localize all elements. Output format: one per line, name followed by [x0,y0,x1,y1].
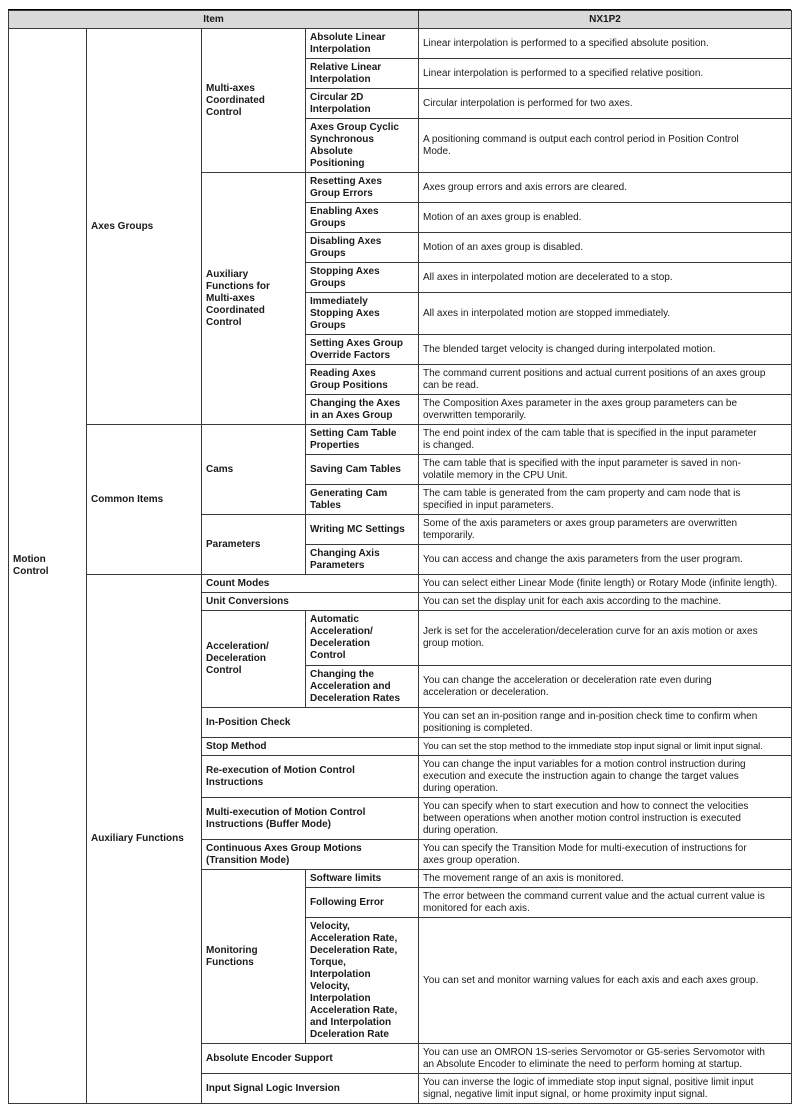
desc-enabling: Motion of an axes group is enabled. [419,203,792,233]
group-aux-multi-axes: Auxiliary Functions for Multi-axes Coordinated Control [202,173,306,425]
desc-cam-props: The end point index of the cam table that is specified in the input parameter is changed. [419,425,792,455]
item-cam-props: Setting Cam Table Properties [306,425,419,455]
item-saving-cam: Saving Cam Tables [306,455,419,485]
item-abs-encoder: Absolute Encoder Support [202,1044,419,1074]
item-immediately: Immediately Stopping Axes Groups [306,293,419,335]
item-cyclic: Axes Group Cyclic Synchronous Absolute Positioning [306,119,419,173]
item-unit-conversions: Unit Conversions [202,593,419,611]
item-multi-execution: Multi-execution of Motion Control Instructions (Buffer Mode) [202,798,419,840]
item-stopping: Stopping Axes Groups [306,263,419,293]
desc-stopping: All axes in interpolated motion are decelerated to a stop. [419,263,792,293]
item-disabling: Disabling Axes Groups [306,233,419,263]
desc-abs-encoder: You can use an OMRON 1S-series Servomotor or G5-series Servomotor with an Absolute Encoder to eliminate the need to perform homing at startup. [419,1044,792,1074]
desc-changing-axes: The Composition Axes parameter in the axes group parameters can be overwritten temporarily. [419,395,792,425]
item-reading: Reading Axes Group Positions [306,365,419,395]
item-reexecution: Re-execution of Motion Control Instructions [202,756,419,798]
item-changing-axes: Changing the Axes in an Axes Group [306,395,419,425]
desc-resetting: Axes group errors and axis errors are cleared. [419,173,792,203]
desc-reading: The command current positions and actual current positions of an axes group can be read. [419,365,792,395]
desc-changing-rates: You can change the acceleration or deceleration rate even during acceleration or deceleration. [419,666,792,708]
item-auto-accel: Automatic Acceleration/ Deceleration Control [306,611,419,666]
item-count-modes: Count Modes [202,575,419,593]
desc-override: The blended target velocity is changed during interpolated motion. [419,335,792,365]
item-resetting: Resetting Axes Group Errors [306,173,419,203]
desc-input-logic: You can inverse the logic of immediate stop input signal, positive limit input signal, negative limit input signal, or home proximity input signal. [419,1074,792,1104]
header-row [9,11,792,29]
item-continuous: Continuous Axes Group Motions (Transition Mode) [202,840,419,870]
group-multi-axes: Multi-axes Coordinated Control [202,29,306,173]
desc-multi-execution: You can specify when to start execution and how to connect the velocities between operations when another motion control instruction is executed during operation. [419,798,792,840]
header-item: Item [9,11,419,29]
desc-reexecution: You can change the input variables for a motion control instruction during execution and execute the instruction again to change the target values during operation. [419,756,792,798]
table-row [9,575,792,593]
item-gen-cam: Generating Cam Tables [306,485,419,515]
desc-following-error: The error between the command current value and the actual current value is monitored for each axis. [419,888,792,918]
item-stop-method: Stop Method [202,738,419,756]
desc-writing-mc: Some of the axis parameters or axes group parameters are overwritten temporarily. [419,515,792,545]
item-input-logic: Input Signal Logic Inversion [202,1074,419,1104]
cat-common-items: Common Items [87,425,202,575]
desc-immediately: All axes in interpolated motion are stopped immediately. [419,293,792,335]
desc-continuous: You can specify the Transition Mode for multi-execution of instructions for axes group operation. [419,840,792,870]
desc-circular: Circular interpolation is performed for two axes. [419,89,792,119]
group-parameters: Parameters [202,515,306,575]
desc-disabling: Motion of an axes group is disabled. [419,233,792,263]
desc-changing-params: You can access and change the axis parameters from the user program. [419,545,792,575]
cat-motion-control: Motion Control [9,29,87,1104]
header-model: NX1P2 [419,11,792,29]
desc-software-limits: The movement range of an axis is monitored. [419,870,792,888]
item-changing-params: Changing Axis Parameters [306,545,419,575]
item-software-limits: Software limits [306,870,419,888]
group-accel-decel: Acceleration/ Deceleration Control [202,611,306,708]
item-writing-mc: Writing MC Settings [306,515,419,545]
cat-auxiliary-functions: Auxiliary Functions [87,575,202,1104]
item-abs-linear: Absolute Linear Interpolation [306,29,419,59]
desc-velocity: You can set and monitor warning values for each axis and each axes group. [419,918,792,1044]
cat-axes-groups: Axes Groups [87,29,202,425]
desc-saving-cam: The cam table that is specified with the input parameter is saved in non- volatile memory in the CPU Unit. [419,455,792,485]
item-override: Setting Axes Group Override Factors [306,335,419,365]
item-circular: Circular 2D Interpolation [306,89,419,119]
desc-auto-accel: Jerk is set for the acceleration/deceleration curve for an axis motion or axes group motion. [419,611,792,666]
item-rel-linear: Relative Linear Interpolation [306,59,419,89]
item-following-error: Following Error [306,888,419,918]
item-enabling: Enabling Axes Groups [306,203,419,233]
desc-rel-linear: Linear interpolation is performed to a specified relative position. [419,59,792,89]
desc-gen-cam: The cam table is generated from the cam property and cam node that is specified in input parameters. [419,485,792,515]
desc-unit-conversions: You can set the display unit for each axis according to the machine. [419,593,792,611]
desc-stop-method: You can set the stop method to the immediate stop input signal or limit input signal. [419,738,792,756]
item-velocity: Velocity, Acceleration Rate, Deceleration Rate, Torque, Interpolation Velocity, Interpolation Acceleration Rate, and Interpolation Dceleration Rate [306,918,419,1044]
desc-count-modes: You can select either Linear Mode (finite length) or Rotary Mode (infinite length). [419,575,792,593]
table-row [9,425,792,455]
desc-in-position: You can set an in-position range and in-position check time to confirm when positioning is completed. [419,708,792,738]
desc-abs-linear: Linear interpolation is performed to a specified absolute position. [419,29,792,59]
group-cams: Cams [202,425,306,515]
table-row [9,29,792,59]
item-in-position: In-Position Check [202,708,419,738]
group-monitoring: Monitoring Functions [202,870,306,1044]
item-changing-rates: Changing the Acceleration and Deceleration Rates [306,666,419,708]
desc-cyclic: A positioning command is output each control period in Position Control Mode. [419,119,792,173]
spec-table [8,10,792,1104]
